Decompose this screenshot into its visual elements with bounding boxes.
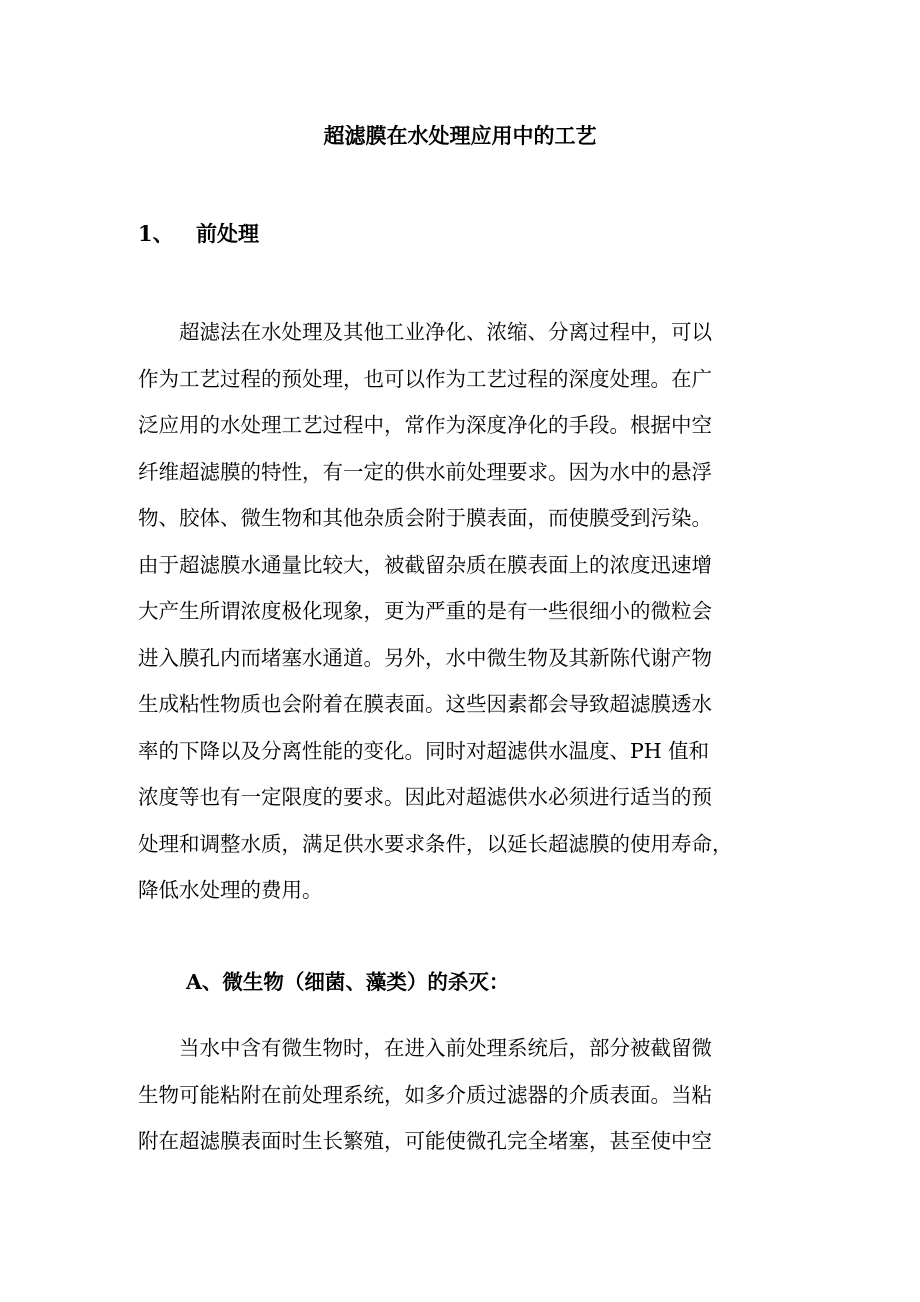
paragraph-line: 生成粘性物质也会附着在膜表面。这些因素都会导致超滤膜透水 <box>138 692 712 716</box>
paragraph-line: 降低水处理的费用。 <box>138 878 323 902</box>
paragraph-line: 率的下降以及分离性能的变化。同时对超滤供水温度、PH 值和 <box>138 738 710 763</box>
paragraph-line: 生物可能粘附在前处理系统，如多介质过滤器的介质表面。当粘 <box>138 1082 712 1107</box>
body-paragraph-2 <box>138 1025 784 1165</box>
paragraph-line: 进入膜孔内而堵塞水通道。另外，水中微生物及其新陈代谢产物 <box>138 645 712 670</box>
paragraph-line: 浓度等也有一定限度的要求。因此对超滤供水必须进行适当的预 <box>138 785 712 809</box>
paragraph-line: 作为工艺过程的预处理，也可以作为工艺过程的深度处理。在广 <box>138 366 712 391</box>
paragraph-line: 纤维超滤膜的特性，有一定的供水前处理要求。因为水中的悬浮 <box>138 459 712 484</box>
paragraph-line: 大产生所谓浓度极化现象，更为严重的是有一些很细小的微粒会 <box>138 599 712 623</box>
section-number: 1、 <box>138 221 174 246</box>
paragraph-line: 处理和调整水质，满足供水要求条件，以延长超滤膜的使用寿命， <box>138 831 733 856</box>
paragraph-line: 当水中含有微生物时，在进入前处理系统后，部分被截留微 <box>138 1036 712 1060</box>
paragraph-line: 超滤法在水处理及其他工业净化、浓缩、分离过程中，可以 <box>138 320 712 344</box>
subsection-heading: A、微生物（细菌、藻类）的杀灭： <box>186 970 510 994</box>
section-title: 前处理 <box>196 221 259 246</box>
paragraph-line: 物、胶体、微生物和其他杂质会附于膜表面，而使膜受到污染。 <box>138 506 712 530</box>
paragraph-line: 由于超滤膜水通量比较大，被截留杂质在膜表面上的浓度迅速增 <box>138 552 712 577</box>
section-heading <box>138 218 259 248</box>
paragraph-line: 泛应用的水处理工艺过程中，常作为深度净化的手段。根据中空 <box>138 413 712 437</box>
body-paragraph-1 <box>138 309 784 914</box>
document-title: 超滤膜在水处理应用中的工艺 <box>323 123 597 148</box>
paragraph-line: 附在超滤膜表面时生长繁殖，可能使微孔完全堵塞，甚至使中空 <box>138 1129 712 1153</box>
